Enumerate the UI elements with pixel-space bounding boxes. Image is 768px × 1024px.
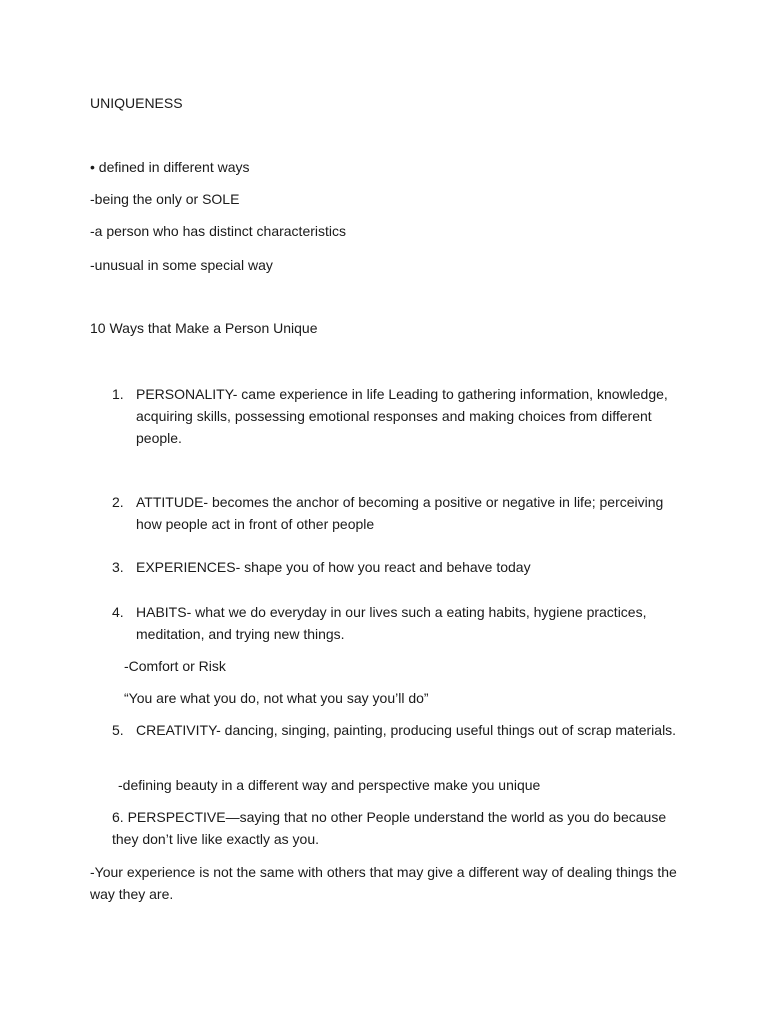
- definition-line: -being the only or SOLE: [90, 191, 240, 207]
- habits-quote: “You are what you do, not what you say you’ll do”: [124, 690, 429, 706]
- perspective-item: 6. PERSPECTIVE—saying that no other People understand the world as you do because they don’t live like exactly as you.: [112, 809, 667, 847]
- list-item-text: CREATIVITY- dancing, singing, painting, producing useful things out of scrap materials.: [136, 722, 677, 738]
- definition-line: -a person who has distinct characteristics: [90, 223, 346, 239]
- definition-line: -unusual in some special way: [90, 257, 273, 273]
- list-item-number: 5.: [112, 722, 124, 738]
- list-item: [112, 383, 682, 449]
- list-item: [112, 719, 682, 741]
- list-item-number: 4.: [112, 604, 124, 620]
- closing-paragraph: -Your experience is not the same with others that may give a different way of dealing things the way they are.: [90, 864, 677, 902]
- definition-bullet: • defined in different ways: [90, 159, 250, 175]
- creativity-note: -defining beauty in a different way and perspective make you unique: [118, 777, 541, 793]
- list-item: [112, 491, 682, 535]
- list-item-number: 2.: [112, 494, 124, 510]
- list-item: [112, 601, 682, 645]
- document-title: UNIQUENESS: [90, 95, 183, 111]
- list-item-text: PERSONALITY- came experience in life Leading to gathering information, knowledge, acquiring skills, possessing emotional responses and making choices from different people.: [136, 386, 668, 446]
- list-item-number: 3.: [112, 559, 124, 575]
- list-item-text: ATTITUDE- becomes the anchor of becoming a positive or negative in life; perceiving how people act in front of other people: [136, 494, 664, 532]
- list-item-text: HABITS- what we do everyday in our lives such a eating habits, hygiene practices, meditation, and trying new things.: [136, 604, 647, 642]
- habits-note: -Comfort or Risk: [124, 658, 226, 674]
- list-item-text: EXPERIENCES- shape you of how you react and behave today: [136, 559, 531, 575]
- list-item-number: 1.: [112, 386, 124, 402]
- subheading: 10 Ways that Make a Person Unique: [90, 320, 318, 336]
- list-item: [112, 556, 682, 578]
